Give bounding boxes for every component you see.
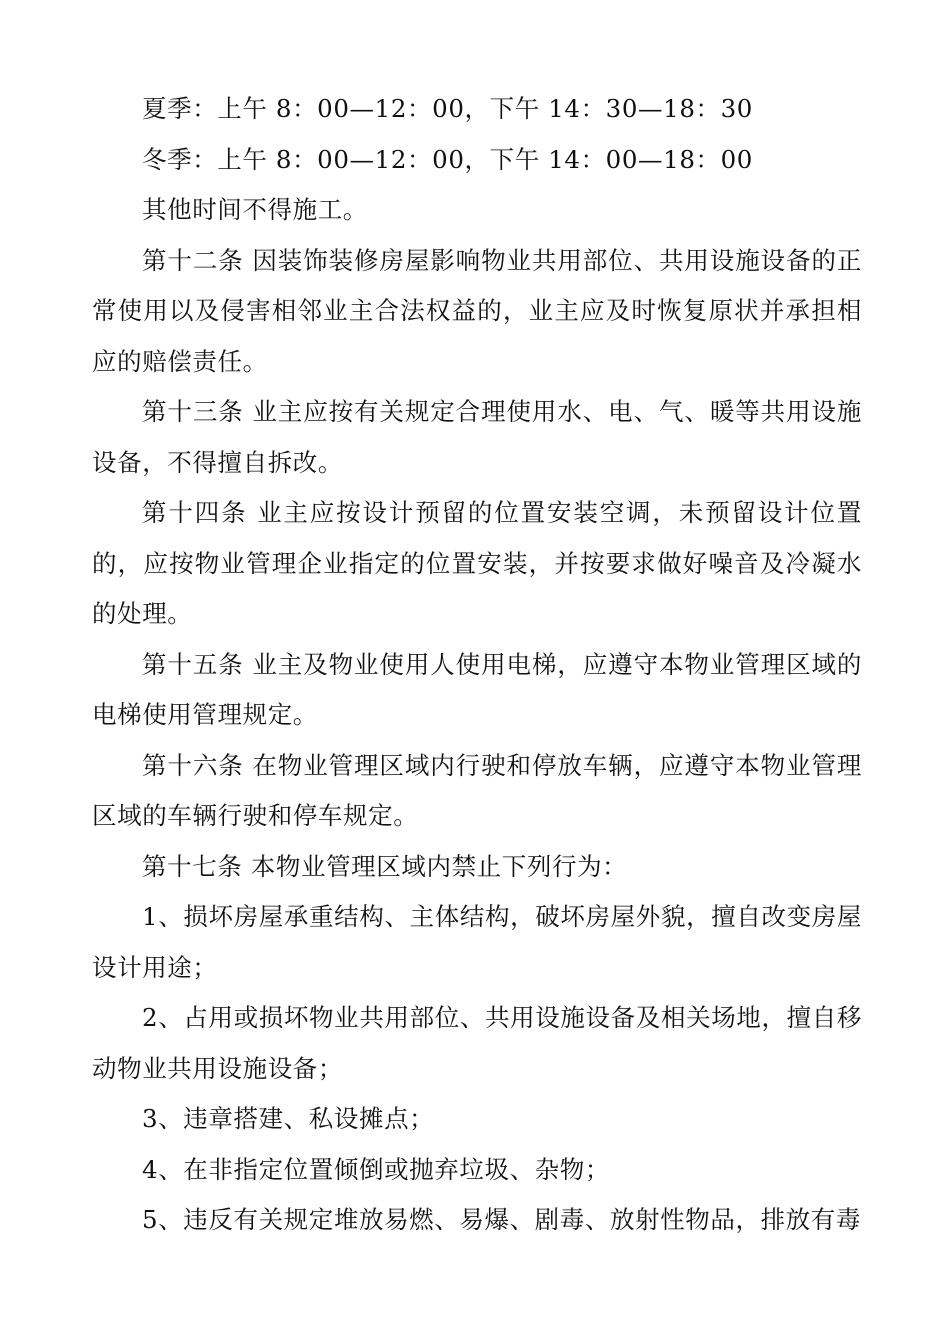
document-body xyxy=(92,84,862,1246)
list-item-2: 2、占用或损坏物业共用部位、共用设施设备及相关场地，擅自移动物业共用设施设备； xyxy=(92,1003,862,1083)
paragraph-summer-hours: 夏季：上午 8：00—12：00，下午 14：30—18：30 xyxy=(142,94,753,123)
paragraph-article-16: 第十六条 在物业管理区域内行驶和停放车辆，应遵守本物业管理区域的车辆行驶和停车规定。 xyxy=(92,750,862,830)
paragraph-winter-hours: 冬季：上午 8：00—12：00，下午 14：00—18：00 xyxy=(142,144,753,174)
paragraph-article-14: 第十四条 业主应按设计预留的位置安装空调，未预留设计位置的，应按物业管理企业指定的位置安装，并按要求做好噪音及冷凝水的处理。 xyxy=(92,498,862,628)
paragraph-no-construction: 其他时间不得施工。 xyxy=(142,195,368,224)
paragraph-article-12: 第十二条 因装饰装修房屋影响物业共用部位、共用设施设备的正常使用以及侵害相邻业主合法权益的，业主应及时恢复原状并承担相应的赔偿责任。 xyxy=(92,245,862,376)
list-item-5: 5、违反有关规定堆放易燃、易爆、剧毒、放射性物品，排放有毒 xyxy=(142,1205,861,1234)
paragraph-article-17: 第十七条 本物业管理区域内禁止下列行为： xyxy=(142,851,628,881)
list-item-4: 4、在非指定位置倾倒或抛弃垃圾、杂物； xyxy=(142,1154,610,1184)
paragraph-article-13: 第十三条 业主应按有关规定合理使用水、电、气、暖等共用设施设备，不得擅自拆改。 xyxy=(92,397,862,477)
paragraph-article-15: 第十五条 业主及物业使用人使用电梯，应遵守本物业管理区域的电梯使用管理规定。 xyxy=(92,649,862,729)
list-item-3: 3、违章搭建、私设摊点； xyxy=(142,1104,435,1133)
list-item-1: 1、损坏房屋承重结构、主体结构，破坏房屋外貌，擅自改变房屋设计用途； xyxy=(92,902,862,982)
